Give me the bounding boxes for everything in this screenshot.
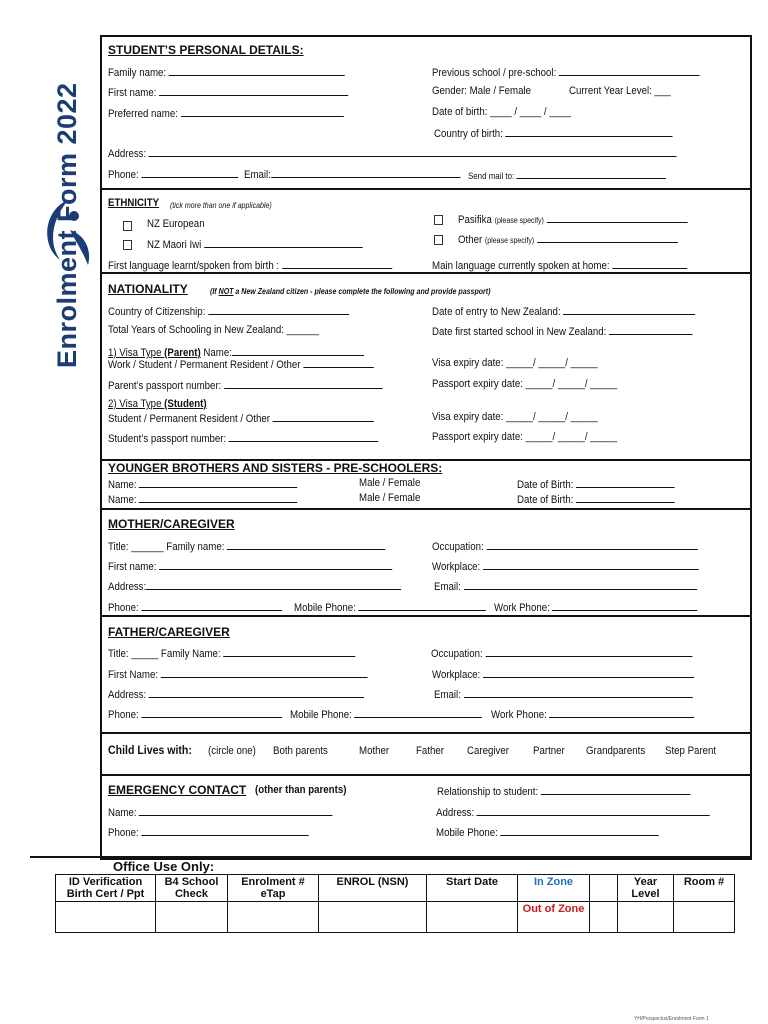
dob-field[interactable]: Date of birth: ____ / ____ / ____ [432,106,571,118]
table-row [56,875,735,902]
lives-with-option[interactable]: Mother [359,745,390,757]
table-header: Enrolment # eTap [228,875,319,902]
section-heading-personal: STUDENT’S PERSONAL DETAILS: [108,43,304,57]
year-level-field[interactable]: Current Year Level: ___ [569,85,671,97]
country-citizenship-field[interactable]: Country of Citizenship: [108,304,349,319]
table-header: ID Verification Birth Cert / Ppt [56,875,156,902]
lives-with-option[interactable]: Grandparents [586,745,646,757]
mother-occupation-field[interactable]: Occupation: [432,539,698,554]
father-email-field[interactable]: Email: [434,687,692,702]
lives-with-option[interactable]: Father [416,745,444,757]
visa-parent-name-field[interactable]: 1) Visa Type (Parent) Name: [108,345,364,360]
father-phone-field[interactable]: Phone: [108,707,282,722]
first-name-field[interactable]: First name: [108,85,348,100]
mother-mobile-field[interactable]: Mobile Phone: [294,600,486,615]
emergency-phone-field[interactable]: Phone: [108,825,309,840]
visa-parent-type-field[interactable]: Work / Student / Permanent Resident / Other [108,357,374,372]
sibling-dob-field-2[interactable]: Date of Birth: [517,492,675,507]
previous-school-field[interactable]: Previous school / pre-school: [432,65,700,80]
table-cell[interactable] [674,902,735,933]
form-title: Enrolment Form 2022 [52,82,82,368]
visa-student-type-field[interactable]: Student / Permanent Resident / Other [108,411,374,426]
table-header: ENROL (NSN) [319,875,427,902]
table-cell[interactable] [228,902,319,933]
table-header: In Zone [518,875,590,902]
lives-with-option[interactable]: Step Parent [665,745,717,757]
table-header: Start Date [427,875,518,902]
emergency-relationship-field[interactable]: Relationship to student: [437,784,690,799]
lives-with-option[interactable]: Caregiver [467,745,509,757]
father-address-field[interactable]: Address: [108,687,365,702]
emergency-name-field[interactable]: Name: [108,805,333,820]
lives-with-label: Child Lives with: [108,743,192,757]
phone-field[interactable]: Phone: [108,167,238,182]
lives-with-note: (circle one) [208,745,256,757]
father-work-phone-field[interactable]: Work Phone: [491,707,695,722]
section-heading-nationality: NATIONALITY [108,282,188,296]
lives-with-option[interactable]: Both parents [273,745,328,757]
section-heading-siblings: YOUNGER BROTHERS AND SISTERS - PRE-SCHOOLERS: [108,461,443,475]
nz-european-checkbox[interactable] [123,221,132,231]
father-title-family-field[interactable]: Title: _____ Family Name: [108,646,355,661]
table-header: Room # [674,875,735,902]
first-language-field[interactable]: First language learnt/spoken from birth : [108,258,392,273]
mother-email-field[interactable]: Email: [434,579,697,594]
office-use-label: Office Use Only: [113,859,215,874]
divider [100,188,750,190]
mother-first-name-field[interactable]: First name: [108,559,392,574]
preferred-name-field[interactable]: Preferred name: [108,106,343,121]
emergency-note: (other than parents) [255,784,347,796]
total-years-field[interactable]: Total Years of Schooling in New Zealand: ______ [108,324,319,336]
divider [100,774,750,776]
table-header: Year Level [618,875,674,902]
send-mail-field[interactable]: Send mail to: [468,168,666,183]
section-heading-father: FATHER/CAREGIVER [108,625,230,639]
pasifika-checkbox[interactable] [434,215,443,225]
father-first-name-field[interactable]: First Name: [108,667,368,682]
student-passport-field[interactable]: Student’s passport number: [108,431,379,446]
ethnicity-note: (tick more than one if applicable) [170,201,272,210]
mother-workplace-field[interactable]: Workplace: [432,559,699,574]
office-use-table [55,874,735,933]
gender-field[interactable]: Gender: Male / Female [432,85,531,97]
sibling-name-field-1[interactable]: Name: [108,477,298,492]
other-ethnicity-field[interactable]: Other (please specify) [458,232,678,247]
mother-address-field[interactable]: Address: [108,579,401,594]
sibling-gender-1[interactable]: Male / Female [359,477,421,489]
lives-with-option[interactable]: Partner [533,745,565,757]
student-passport-expiry-field[interactable]: Passport expiry date: _____/ _____/ _____ [432,431,618,443]
address-field[interactable]: Address: [108,146,677,161]
emergency-address-field[interactable]: Address: [436,805,710,820]
table-cell[interactable] [56,902,156,933]
table-row [56,902,735,933]
divider [30,856,750,858]
sibling-name-field-2[interactable]: Name: [108,492,298,507]
mother-work-phone-field[interactable]: Work Phone: [494,600,698,615]
emergency-mobile-field[interactable]: Mobile Phone: [436,825,659,840]
father-workplace-field[interactable]: Workplace: [432,667,694,682]
table-header [590,875,618,902]
parent-passport-field[interactable]: Parent’s passport number: [108,378,382,393]
table-cell[interactable] [156,902,228,933]
father-occupation-field[interactable]: Occupation: [431,646,692,661]
family-name-field[interactable]: Family name: [108,65,345,80]
table-cell[interactable] [618,902,674,933]
mother-title-family-field[interactable]: Title: ______ Family name: [108,539,385,554]
visa-student-label: 2) Visa Type (Student) [108,398,207,410]
nz-maori-checkbox[interactable] [123,240,132,250]
father-mobile-field[interactable]: Mobile Phone: [290,707,482,722]
table-header: B4 School Check [156,875,228,902]
table-cell[interactable] [590,902,618,933]
parent-passport-expiry-field[interactable]: Passport expiry date: _____/ _____/ _____ [432,378,618,390]
email-field[interactable]: Email: [244,167,460,182]
footer-reference: YH/Prospectus/Enrolment Form 1 [634,1016,709,1022]
date-first-school-field[interactable]: Date first started school in New Zealand: [432,324,693,339]
divider [100,732,750,734]
sibling-dob-field-1[interactable]: Date of Birth: [517,477,675,492]
other-ethnicity-checkbox[interactable] [434,235,443,245]
section-heading-mother: MOTHER/CAREGIVER [108,517,235,531]
nz-european-label: NZ European [147,218,205,230]
section-heading-ethnicity: ETHNICITY [108,197,160,209]
parent-visa-expiry-field[interactable]: Visa expiry date: _____/ _____/ _____ [432,357,598,369]
table-cell[interactable] [319,902,427,933]
divider [100,508,750,510]
pasifika-field[interactable]: Pasifika (please specify) [458,212,687,227]
out-of-zone-cell[interactable]: Out of Zone [518,902,590,933]
table-cell[interactable] [427,902,518,933]
divider [100,615,750,617]
country-birth-field[interactable]: Country of birth: [434,126,673,141]
sibling-gender-2[interactable]: Male / Female [359,492,421,504]
main-language-field[interactable]: Main language currently spoken at home: [432,258,687,273]
date-entry-field[interactable]: Date of entry to New Zealand: [432,304,695,319]
student-visa-expiry-field[interactable]: Visa expiry date: _____/ _____/ _____ [432,411,598,423]
nz-maori-field[interactable]: NZ Maori Iwi [147,237,362,252]
section-heading-emergency: EMERGENCY CONTACT [108,783,247,797]
nationality-note: (If NOT a New Zealand citizen - please complete the following and provide passport) [210,287,491,296]
mother-phone-field[interactable]: Phone: [108,600,282,615]
